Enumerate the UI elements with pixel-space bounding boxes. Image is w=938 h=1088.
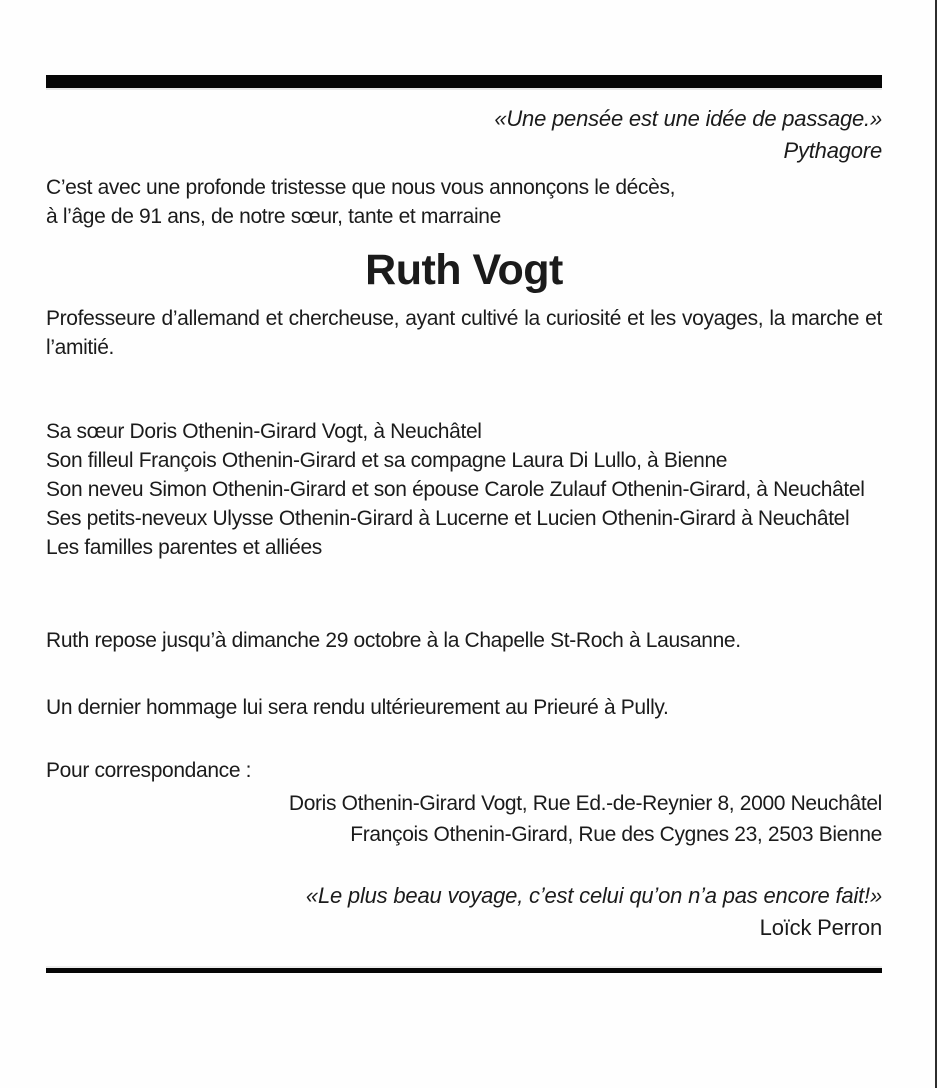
family-line: Sa sœur Doris Othenin-Girard Vogt, à Neuchâtel [46, 420, 482, 443]
closing-quote-text: «Le plus beau voyage, c’est celui qu’on n’a pas encore fait!» [305, 883, 882, 908]
family-line: Son neveu Simon Othenin-Girard et son épouse Carole Zulauf Othenin-Girard, à Neuchâtel [46, 478, 865, 501]
tribute-paragraph: Professeure d’allemand et chercheuse, ayant cultivé la curiosité et les voyages, la marche et l’amitié. [46, 307, 882, 359]
notice-content [46, 0, 882, 973]
announcement [46, 173, 882, 231]
announcement-line: C’est avec une profonde tristesse que nous vous annonçons le décès, [46, 176, 676, 199]
correspondence-address: François Othenin-Girard, Rue des Cygnes 23, 2503 Bienne [350, 823, 882, 846]
closing-quote-author: Loïck Perron [759, 915, 882, 940]
announcement-line: à l’âge de 91 ans, de notre sœur, tante et marraine [46, 205, 501, 228]
family-list [46, 417, 882, 562]
top-rule [46, 75, 882, 90]
opening-quote-author: Pythagore [783, 138, 882, 163]
closing-quote [46, 880, 882, 944]
hommage-info: Un dernier hommage lui sera rendu ultérieurement au Prieuré à Pully. [46, 696, 669, 719]
deceased-name: Ruth Vogt [365, 246, 563, 294]
correspondence-block [46, 756, 882, 850]
family-line: Son filleul François Othenin-Girard et sa compagne Laura Di Lullo, à Bienne [46, 449, 728, 472]
bottom-rule [46, 966, 882, 973]
scan-edge-line [935, 0, 937, 1088]
correspondence-label: Pour correspondance : [46, 759, 252, 782]
family-line: Les familles parentes et alliées [46, 536, 322, 559]
repose-info: Ruth repose jusqu’à dimanche 29 octobre à la Chapelle St-Roch à Lausanne. [46, 629, 741, 652]
opening-quote-text: «Une pensée est une idée de passage.» [494, 106, 882, 131]
correspondence-address: Doris Othenin-Girard Vogt, Rue Ed.-de-Reynier 8, 2000 Neuchâtel [288, 792, 882, 815]
family-line: Ses petits-neveux Ulysse Othenin-Girard à Lucerne et Lucien Othenin-Girard à Neuchâtel [46, 507, 850, 530]
correspondence-addresses [46, 788, 882, 850]
opening-quote [46, 103, 882, 167]
